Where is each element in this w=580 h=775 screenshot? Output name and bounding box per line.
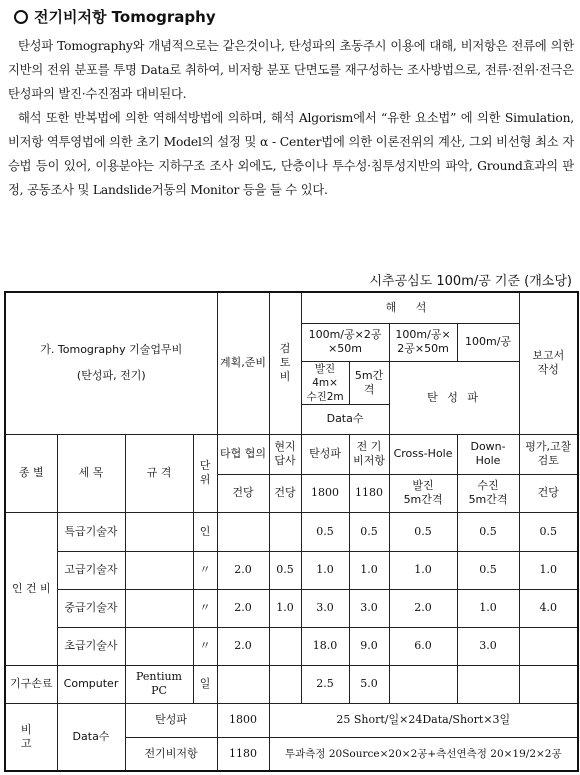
- meeting-header: 타협 협의: [217, 434, 269, 474]
- note-label: 비 고: [5, 703, 57, 771]
- unit-header: 단위: [193, 434, 217, 512]
- unit-receiver: 수진 5m간격: [457, 474, 519, 512]
- table-title-cell: 가. Tomography 기술업무비 (탄성파, 전기): [5, 292, 217, 434]
- paragraph-2: 해석 또한 반복법에 의한 역해석방법에 의하며, 해석 Algorism에서 “유한 요소법” 에 의한 Simulation, 비저항 역투영법에 의한 초기 Model의 설정 및 α - Center법에 의한 이론전위의 계산, 그외 비선형 최소 자승법 등이 있어, 이용분야는 지하구조 조사 외에도, 단층이나 투수성·침투성지반의 파악, Ground효과의 판정, 공동조사 및 Landslide거동의 Monitor 등을 들 수 있다.: [8, 111, 574, 197]
- seismic-header: 탄 성 파: [389, 361, 519, 434]
- paragraph-1: 탄성파 Tomography와 개념적으로는 같은것이나, 탄성파의 초동주시 이용에 대해, 비저항은 전류에 의한 지반의 전위 분포를 투명 Data로 취하여, 비저항 분포 단면도를 재구성하는 조사방법으로, 전류·전위·전극은 탄성파의 발진·수진점과 대비된다.: [8, 39, 574, 101]
- seis-header: 탄성파: [301, 434, 349, 474]
- table-row-item: 고급기술자: [57, 551, 125, 589]
- heading-text: 전기비저항 Tomography: [34, 8, 216, 26]
- analysis-sub1: 100m/공×2공 ×50m: [301, 323, 389, 361]
- data-count-header: Data수: [301, 404, 389, 434]
- analysis-header: 해 석: [301, 292, 519, 323]
- unit-case: 건당: [217, 474, 269, 512]
- report-header: 보고서 작성: [519, 292, 578, 434]
- interval-cell: 5m간격: [349, 361, 389, 404]
- cross-hole-header: Cross-Hole: [389, 434, 457, 474]
- unit-1180: 1180: [349, 474, 389, 512]
- note-seismic: 탄성파: [125, 703, 217, 737]
- unit-eval: 건당: [519, 474, 578, 512]
- unit-source: 발진 5m간격: [389, 474, 457, 512]
- note-item: Data수: [57, 703, 125, 771]
- equipment-label: 기구손료: [5, 665, 57, 703]
- table-caption: 시추공심도 100m/공 기준 (개소당): [369, 274, 572, 289]
- down-hole-header: Down-Hole: [457, 434, 519, 474]
- circle-bullet-icon: [14, 10, 28, 24]
- unit-site: 건당: [269, 474, 301, 512]
- unit-1800: 1800: [301, 474, 349, 512]
- tech-fee-table: 가. Tomography 기술업무비 (탄성파, 전기) 계획,준비 검 토 비 해 석 보고서 작성 100m/공×2공 ×50m 100m/공× 2공×50m 100m/공 발진4m× 수진2m 5m간격 탄 성 파 Data수 종 별 세 목 규 격 단위 타협 협의 현지 답사 탄성파 전 기 비저항 Cross-Hole Down-Hole 평가,고찰 검토 건당 건당 1800 1180 발진 5m간격 수진 5m간격 건당 인 건 비 특급기술자 인 0.5 0.5 0.5 0.5 0.5 고급기술자 〃 2.0 0.5 1.0 1.0 1.0 0.5 1.0 중급기술자 〃 2.0 1.0 3.0 3.0 2.0 1.0 4.0 초급기술사 〃 2.0 18.0 9.0 6.0 3.0 기구손료 Computer Pentium PC 일 2.5 5.0 비 고 Data수 탄성파 1800 25 Short/일×24Data/Short×3일 전기비저항 1180 투과측정 20Source×20×2공+측선연측정 20×19/2×2공: [4, 291, 579, 772]
- note-electric: 전기비저항: [125, 737, 217, 771]
- table-row-item: 초급기술사: [57, 627, 125, 665]
- spec-header: 규 격: [125, 434, 193, 512]
- note-electric-desc: 투과측정 20Source×20×2공+측선연측정 20×19/2×2공: [269, 737, 578, 771]
- analysis-sub3: 100m/공: [457, 323, 519, 361]
- eval-header: 평가,고찰 검토: [519, 434, 578, 474]
- section-heading: [14, 6, 216, 27]
- personnel-label: 인 건 비: [5, 512, 57, 665]
- equipment-item: Computer: [57, 665, 125, 703]
- note-seismic-desc: 25 Short/일×24Data/Short×3일: [269, 703, 578, 737]
- plan-header: 계획,준비: [217, 292, 269, 434]
- source-spacing: 발진4m× 수진2m: [301, 361, 349, 404]
- type-header: 종 별: [5, 434, 57, 512]
- table-row-item: 중급기술자: [57, 589, 125, 627]
- analysis-sub2: 100m/공× 2공×50m: [389, 323, 457, 361]
- review-header: 검 토 비: [269, 292, 301, 434]
- equipment-spec: Pentium PC: [125, 665, 193, 703]
- table-row-item: 특급기술자: [57, 512, 125, 551]
- elec-header: 전 기 비저항: [349, 434, 389, 474]
- item-header: 세 목: [57, 434, 125, 512]
- site-header: 현지 답사: [269, 434, 301, 474]
